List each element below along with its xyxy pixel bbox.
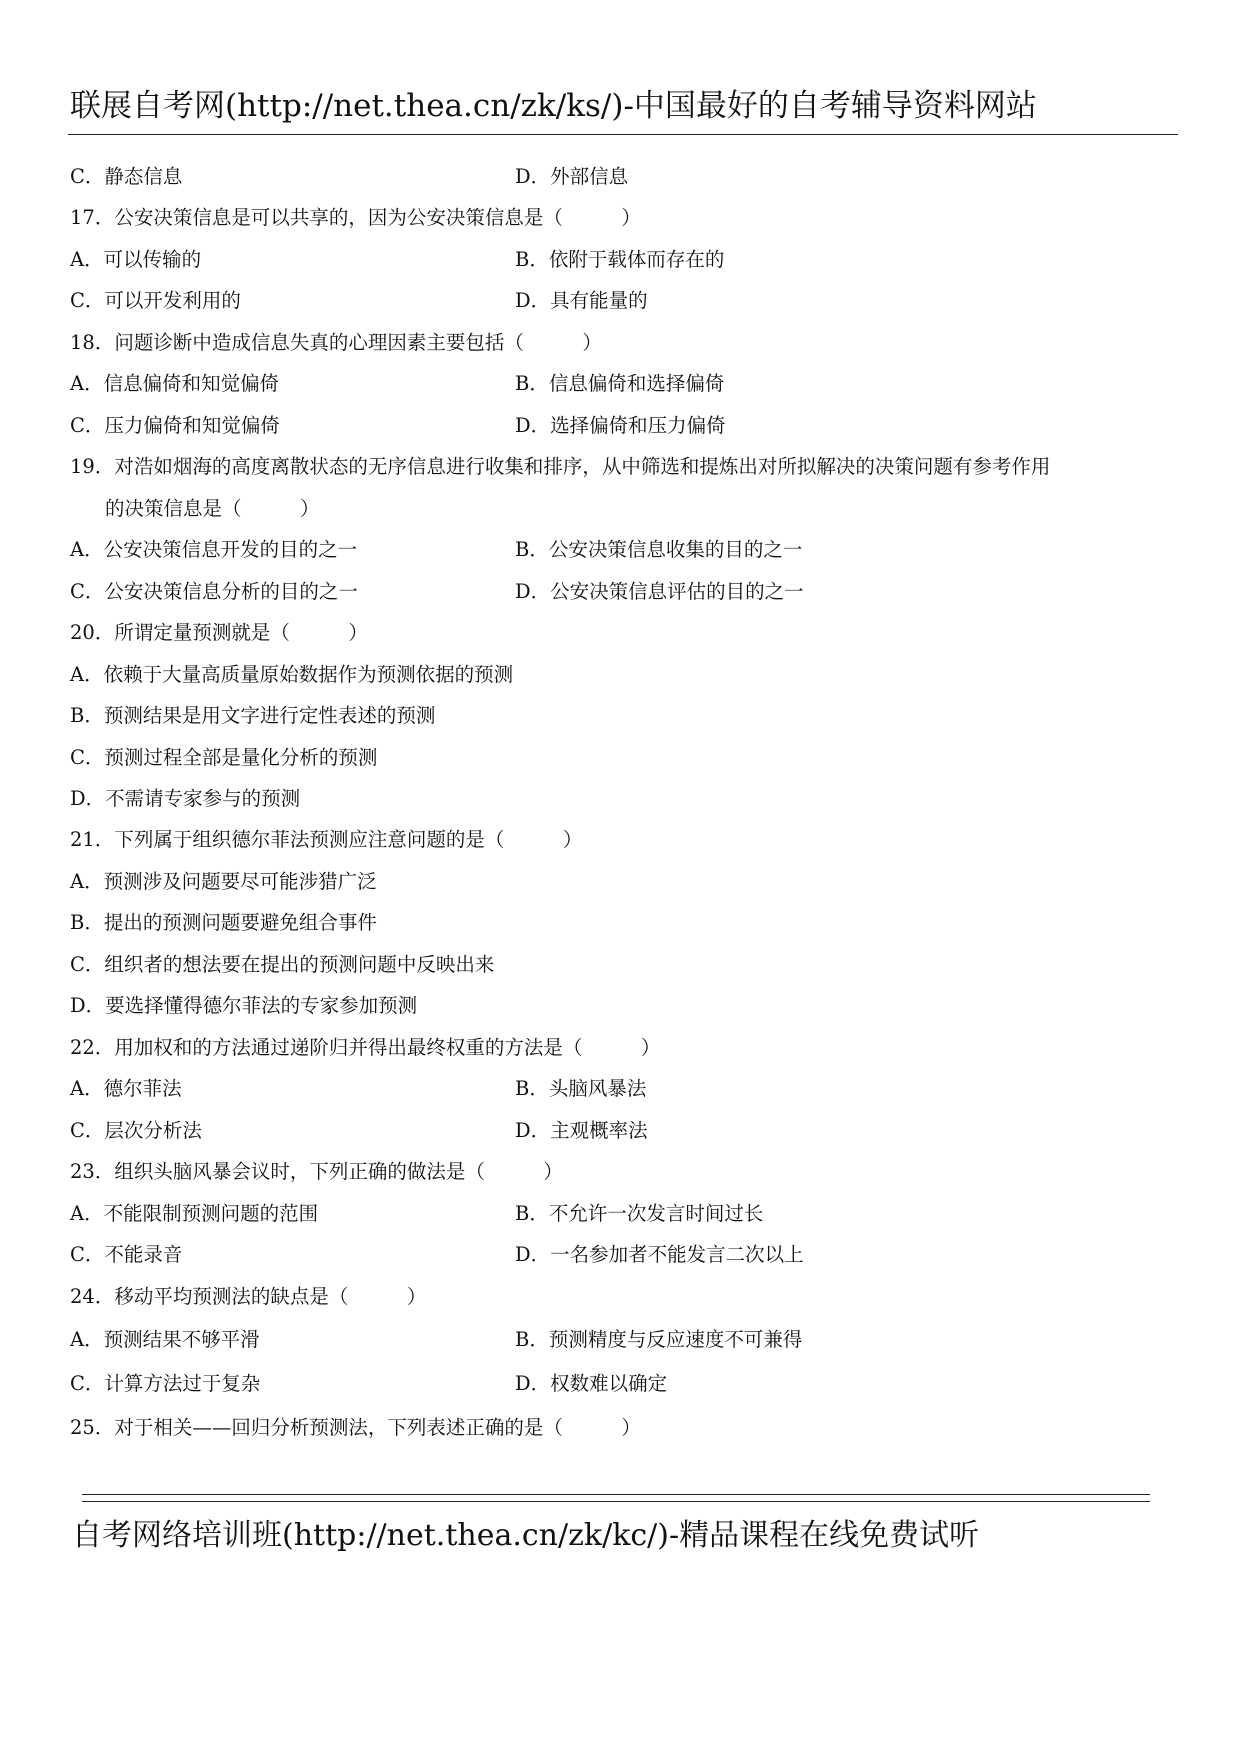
q20-option-c: C．预测过程全部是量化分析的预测	[70, 746, 378, 769]
q20-option-a: A．依赖于大量高质量原始数据作为预测依据的预测	[70, 663, 514, 686]
q23-option-c: C．不能录音	[70, 1243, 183, 1266]
q17-stem: 17．公安决策信息是可以共享的，因为公安决策信息是（ ）	[70, 206, 641, 229]
q18-option-b: B．信息偏倚和选择偏倚	[515, 372, 725, 395]
q18-option-c: C．压力偏倚和知觉偏倚	[70, 414, 280, 437]
q22-option-a: A．德尔菲法	[70, 1077, 182, 1100]
page-header-title: 联展自考网(http://net.thea.cn/zk/ks/)-中国最好的自考辅导资料网站	[70, 88, 1037, 124]
q16-option-c: C．静态信息	[70, 165, 183, 188]
page-footer-text: 自考网络培训班(http://net.thea.cn/zk/kc/)-精品课程在线免费试听	[72, 1518, 980, 1553]
q17-option-b: B．依附于载体而存在的	[515, 248, 725, 271]
q19-option-a: A．公安决策信息开发的目的之一	[70, 538, 358, 561]
q20-stem: 20．所谓定量预测就是（ ）	[70, 621, 368, 644]
q23-option-d: D．一名参加者不能发言二次以上	[515, 1243, 804, 1266]
q17-option-c: C．可以开发利用的	[70, 289, 241, 312]
q24-option-a: A．预测结果不够平滑	[70, 1328, 260, 1351]
q17-option-d: D．具有能量的	[515, 289, 648, 312]
q18-stem: 18．问题诊断中造成信息失真的心理因素主要包括（ ）	[70, 331, 602, 354]
q21-option-d: D．要选择懂得德尔菲法的专家参加预测	[70, 994, 418, 1017]
q20-option-b: B．预测结果是用文字进行定性表述的预测	[70, 704, 436, 727]
q24-stem: 24．移动平均预测法的缺点是（ ）	[70, 1285, 427, 1308]
q19-option-b: B．公安决策信息收集的目的之一	[515, 538, 803, 561]
q21-option-a: A．预测涉及问题要尽可能涉猎广泛	[70, 870, 377, 893]
q19-option-d: D．公安决策信息评估的目的之一	[515, 580, 804, 603]
header-divider	[68, 134, 1178, 135]
q21-stem: 21．下列属于组织德尔菲法预测应注意问题的是（ ）	[70, 828, 583, 851]
q24-option-b: B．预测精度与反应速度不可兼得	[515, 1328, 803, 1351]
q18-option-a: A．信息偏倚和知觉偏倚	[70, 372, 280, 395]
q18-option-d: D．选择偏倚和压力偏倚	[515, 414, 726, 437]
q22-option-c: C．层次分析法	[70, 1119, 202, 1142]
q22-option-b: B．头脑风暴法	[515, 1077, 647, 1100]
q19-stem-line2: 的决策信息是（ ）	[105, 497, 320, 520]
q25-stem: 25．对于相关——回归分析预测法，下列表述正确的是（ ）	[70, 1416, 641, 1439]
q16-option-d: D．外部信息	[515, 165, 629, 188]
q23-option-b: B．不允许一次发言时间过长	[515, 1202, 764, 1225]
q22-option-d: D．主观概率法	[515, 1119, 648, 1142]
footer-divider	[82, 1494, 1150, 1502]
q22-stem: 22．用加权和的方法通过递阶归并得出最终权重的方法是（ ）	[70, 1036, 661, 1059]
q19-stem-line1: 19．对浩如烟海的高度离散状态的无序信息进行收集和排序，从中筛选和提炼出对所拟解决的决策问题有参考作用	[70, 455, 1051, 478]
q21-option-b: B．提出的预测问题要避免组合事件	[70, 911, 377, 934]
q20-option-d: D．不需请专家参与的预测	[70, 787, 301, 810]
q24-option-d: D．权数难以确定	[515, 1372, 668, 1395]
q21-option-c: C．组织者的想法要在提出的预测问题中反映出来	[70, 953, 495, 976]
q19-option-c: C．公安决策信息分析的目的之一	[70, 580, 358, 603]
q23-option-a: A．不能限制预测问题的范围	[70, 1202, 319, 1225]
q17-option-a: A．可以传输的	[70, 248, 202, 271]
q24-option-c: C．计算方法过于复杂	[70, 1372, 261, 1395]
q23-stem: 23．组织头脑风暴会议时，下列正确的做法是（ ）	[70, 1160, 563, 1183]
